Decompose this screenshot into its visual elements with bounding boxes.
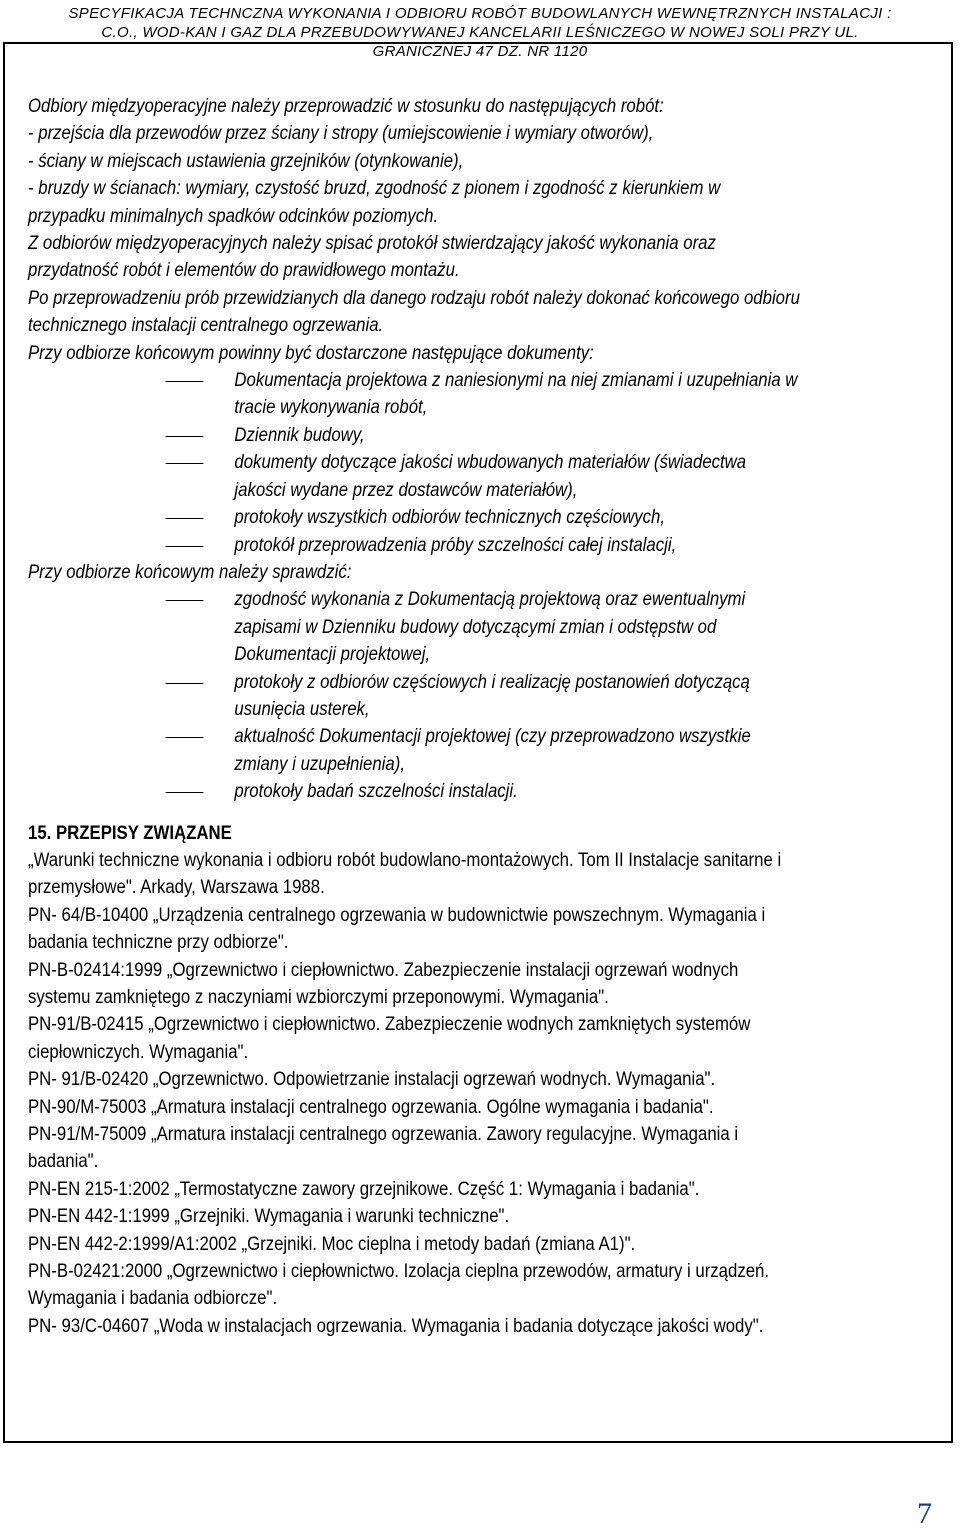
dash-bullet (166, 683, 204, 684)
section-heading: 15. PRZEPISY ZWIĄZANE (28, 821, 232, 844)
reference-item: PN-EN 442-1:1999 „Grzejniki. Wymagania i warunki techniczne". (28, 1205, 510, 1228)
reference-item: PN-EN 442-2:1999/A1:2002 „Grzejniki. Moc cieplna i metody badań (zmiana A1)". (28, 1232, 636, 1255)
intro-paragraph: Odbiory międzyoperacyjne należy przeprowadzić w stosunku do następujących robót: (28, 95, 664, 117)
list-item: aktualność Dokumentacji projektowej (czy przeprowadzono wszystkie zmiany i uzupełnienia), (28, 723, 802, 778)
reference-item: PN-B-02421:2000 „Ogrzewnictwo i ciepłownictwo. Izolacja cieplna przewodów, armatury i urządzeń. Wymagania i badania odbiorcze". (28, 1260, 770, 1310)
reference-item: PN- 64/B-10400 „Urządzenia centralnego ogrzewania w budownictwie powszechnym. Wymagania i badania techniczne przy odbiorze". (28, 903, 766, 954)
reference-item: PN-EN 215-1:2002 „Termostatyczne zawory grzejnikowe. Część 1: Wymagania i badania". (28, 1177, 700, 1200)
list-item: Dokumentacja projektowa z naniesionymi na niej zmianami i uzupełniania w tracie wykonywania robót, (28, 367, 802, 422)
header-line-2: C.O., WOD-KAN I GAZ DLA PRZEBUDOWYWANEJ KANCELARII LEŚNICZEGO W NOWEJ SOLI PRZY UL. (101, 24, 859, 41)
dash-bullet (166, 518, 204, 519)
page-number: 7 (917, 1497, 932, 1530)
reference-item: PN-90/M-75003 „Armatura instalacji centralnego ogrzewania. Ogólne wymagania i badania". (28, 1095, 714, 1118)
documents-intro: Przy odbiorze końcowym powinny być dostarczone następujące dokumenty: (28, 341, 594, 364)
dash-bullet (166, 381, 204, 382)
reference-item: PN-91/M-75009 „Armatura instalacji centralnego ogrzewania. Zawory regulacyjne. Wymagania i badania". (28, 1123, 739, 1173)
dash-bullet (166, 436, 204, 437)
list-item: protokoły badań szczelności instalacji. (28, 778, 802, 805)
protocol-paragraph: Z odbiorów międzyoperacyjnych należy spisać protokół stwierdzający jakość wykonania oraz przydatność robót i elementów do prawidłowego montażu. (28, 232, 716, 282)
list-item: protokoły z odbiorów częściowych i realizację postanowień dotyczącą usunięcia usterek, (28, 669, 802, 724)
check-item: - bruzdy w ścianach: wymiary, czystość bruzd, zgodność z pionem i zgodność z kierunkiem w przypadku minimalnych spadków odcinków poziomych. (28, 177, 721, 227)
list-item: protokół przeprowadzenia próby szczelności całej instalacji, (28, 532, 802, 559)
list-item: zgodność wykonania z Dokumentacją projektową oraz ewentualnymi zapisami w Dzienniku budowy dotyczącymi zmian i odstępstw od Dokumentacji projektowej, (28, 586, 802, 668)
header-line-3: GRANICZNEJ 47 DZ. NR 1120 (372, 43, 588, 60)
list-item: dokumenty dotyczące jakości wbudowanych materiałów (świadectwa jakości wydane przez dostawców materiałów), (28, 449, 802, 504)
document-body (28, 93, 802, 1340)
check-item: - przejścia dla przewodów przez ściany i stropy (umiejscowienie i wymiary otworów), (28, 122, 654, 145)
list-item: Dziennik budowy, (28, 422, 802, 449)
dash-bullet (166, 792, 204, 793)
final-acceptance-paragraph: Po przeprowadzeniu prób przewidzianych dla danego rodzaju robót należy dokonać końcowego odbioru technicznego instalacji centralnego ogrzewania. (28, 286, 800, 337)
verify-intro: Przy odbiorze końcowym należy sprawdzić: (28, 560, 352, 583)
dash-bullet (166, 463, 204, 464)
reference-item: PN- 91/B-02420 „Ogrzewnictwo. Odpowietrzanie instalacji ogrzewań wodnych. Wymagania". (28, 1068, 716, 1091)
dash-bullet (166, 600, 204, 601)
reference-item: PN- 93/C-04607 „Woda w instalacjach ogrzewania. Wymagania i badania dotyczące jakości wody". (28, 1314, 764, 1337)
reference-item: PN-91/B-02415 „Ogrzewnictwo i ciepłownictwo. Zabezpieczenie wodnych zamkniętych systemów ciepłowniczych. Wymagania". (28, 1013, 751, 1063)
dash-bullet (166, 546, 204, 547)
reference-item: PN-B-02414:1999 „Ogrzewnictwo i ciepłownictwo. Zabezpieczenie instalacji ogrzewań wodnych systemu zamkniętego z naczyniami wzbiorczymi przeponowymi. Wymagania". (28, 958, 739, 1008)
dash-bullet (166, 737, 204, 738)
list-item: protokoły wszystkich odbiorów technicznych częściowych, (28, 504, 802, 531)
check-item: - ściany w miejscach ustawienia grzejników (otynkowanie), (28, 149, 464, 172)
header-line-1: SPECYFIKACJA TECHNCZNA WYKONANIA I ODBIORU ROBÓT BUDOWLANYCH WEWNĘTRZNYCH INSTALACJI : (68, 5, 892, 22)
verify-list (28, 586, 802, 805)
reference-item: „Warunki techniczne wykonania i odbioru robót budowlano-montażowych. Tom II Instalacje sanitarne i przemysłowe". Arkady, Warszawa 1988. (28, 848, 782, 899)
documents-list (28, 367, 802, 559)
